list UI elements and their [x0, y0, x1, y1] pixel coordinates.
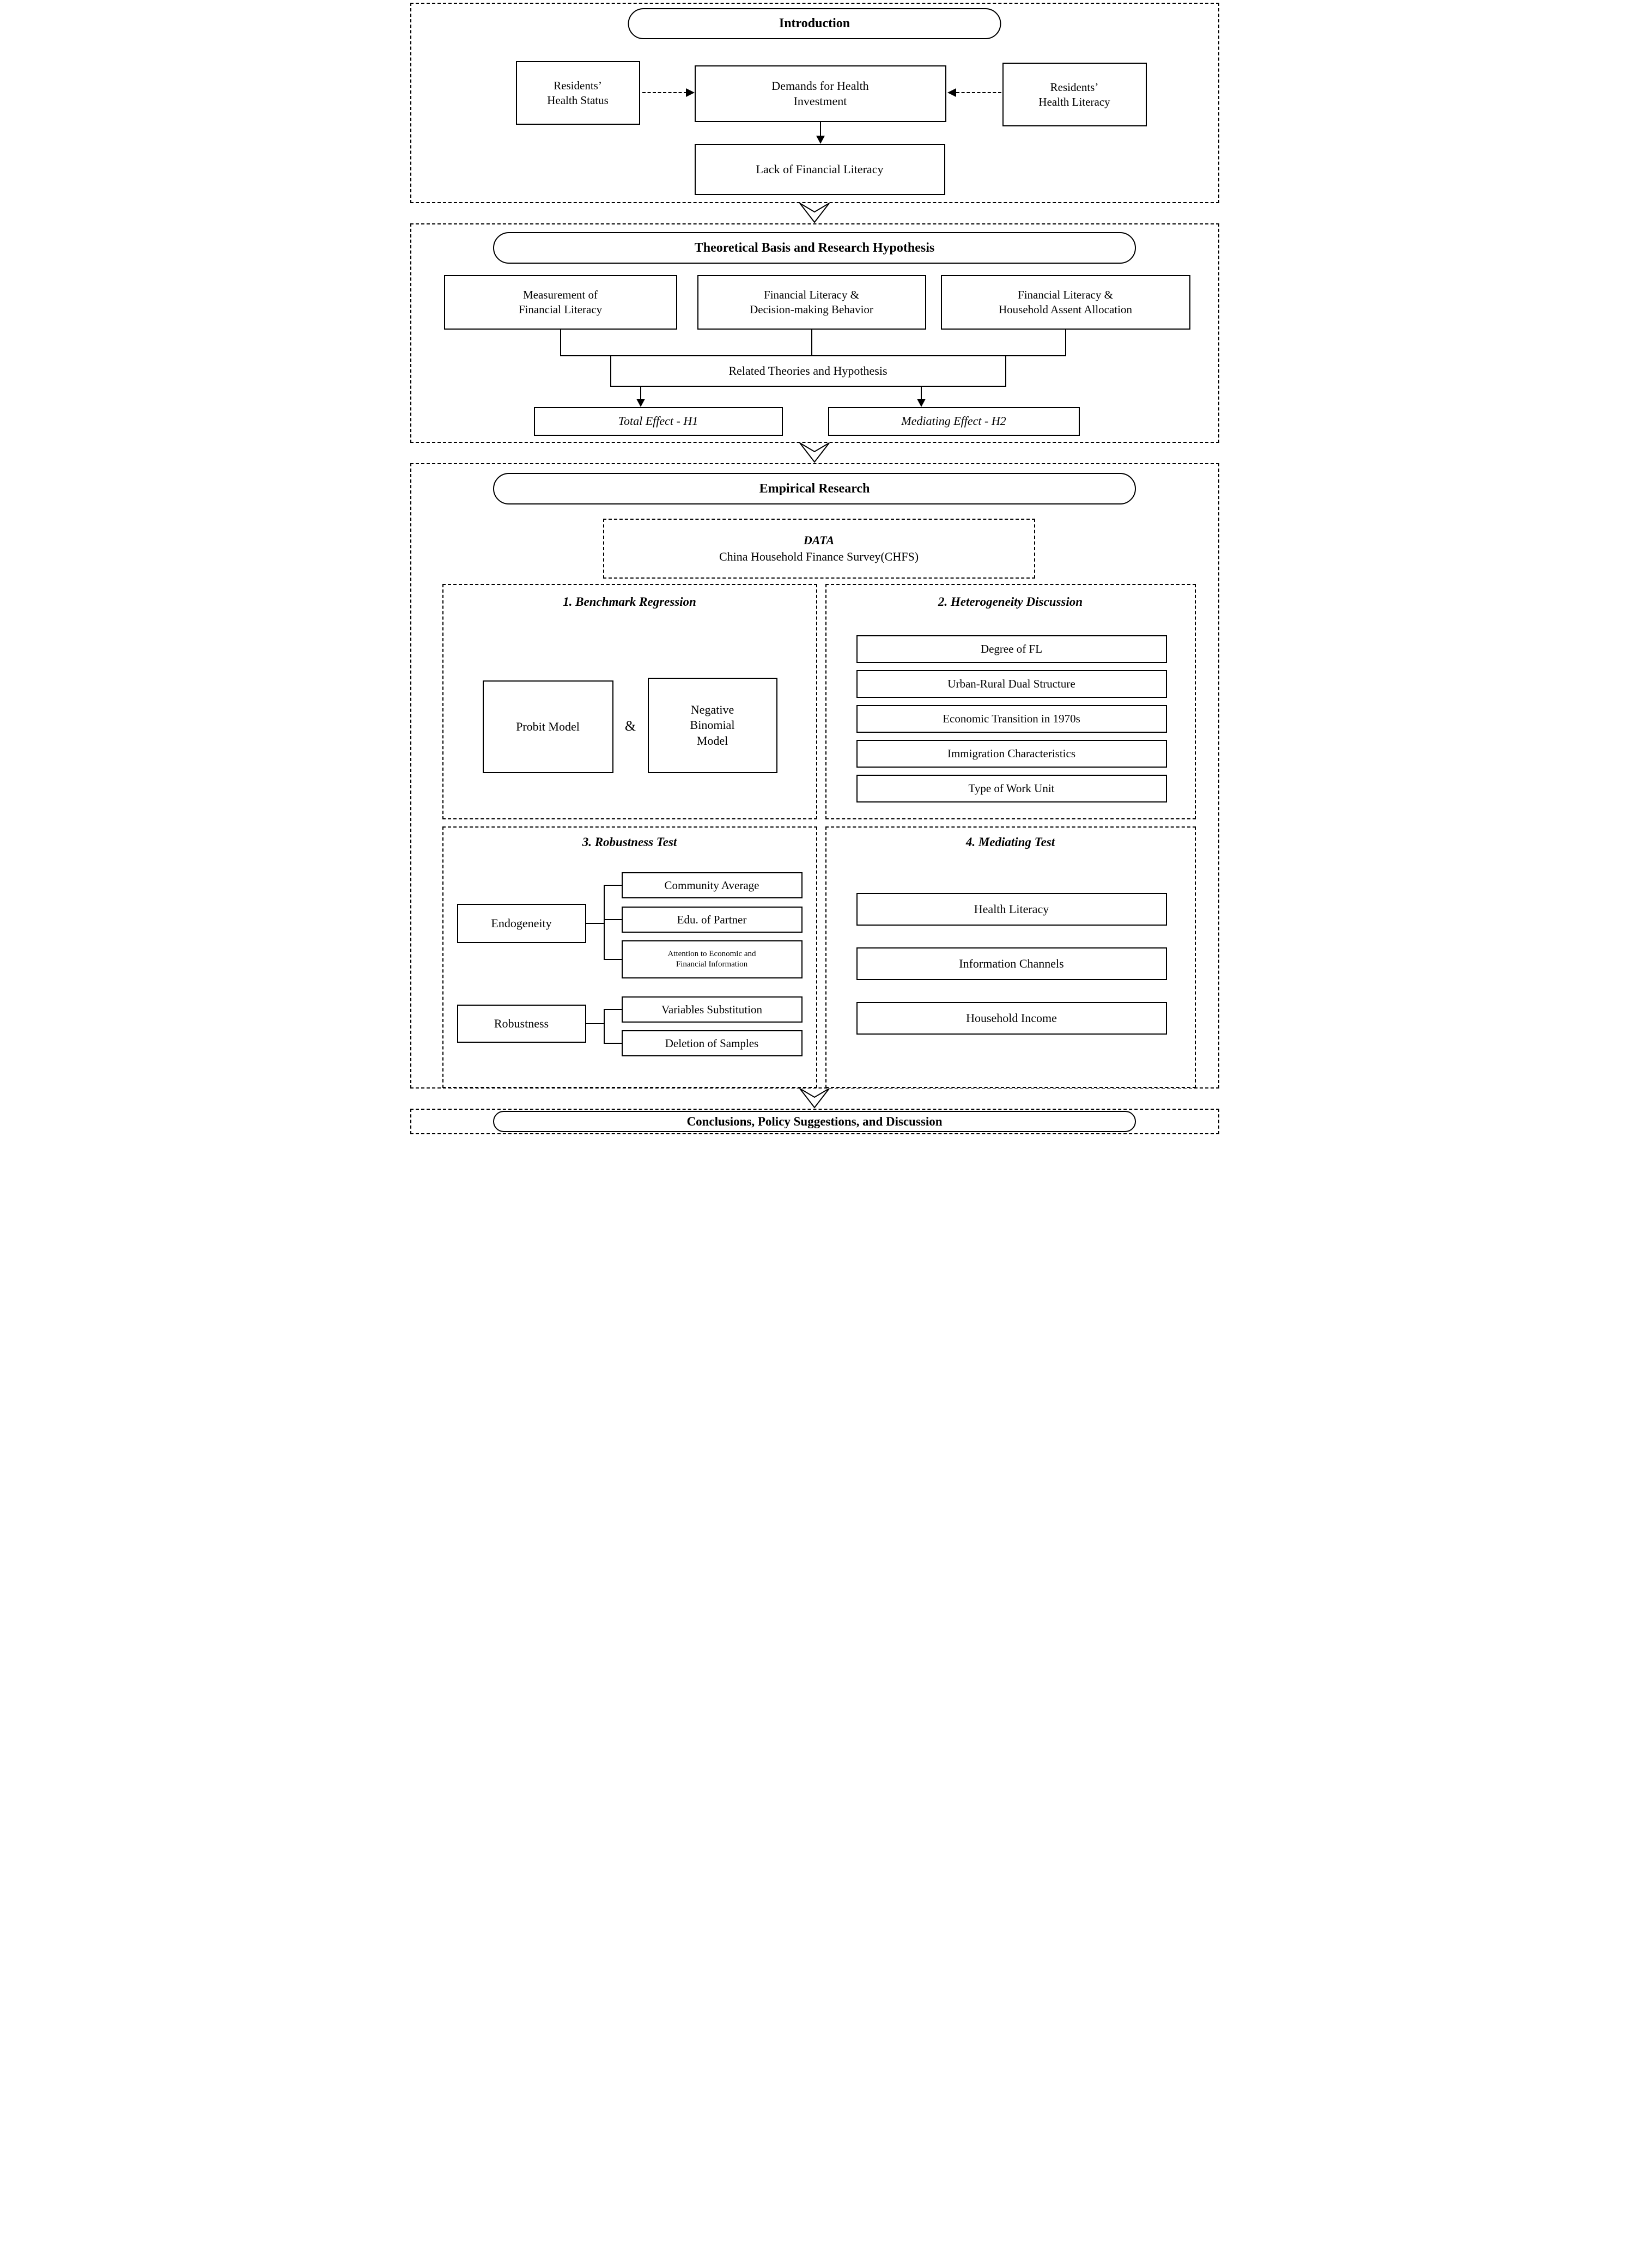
allocation-line2: Household Assent Allocation: [999, 303, 1132, 316]
negbin-line3: Model: [696, 733, 728, 747]
box-type-of-work-unit: [856, 775, 1167, 802]
connector-stub-left: [560, 330, 561, 356]
lack-label: Lack of Financial Literacy: [756, 162, 884, 176]
arrow-line-h1: [640, 387, 641, 400]
health-status-line2: Health Status: [547, 93, 609, 107]
connector-stub-center: [811, 330, 812, 356]
bracket-stub-4: [604, 1009, 622, 1010]
flow-down-arrow-icon: [799, 442, 830, 463]
box-related-theories-hypothesis: [610, 355, 1006, 387]
box-residents-health-status: [516, 61, 640, 125]
demand-line2: Investment: [793, 94, 847, 108]
box-measurement-financial-literacy: [444, 275, 677, 330]
empirical-title: Empirical Research: [759, 481, 870, 496]
box-decision-making-behavior: [697, 275, 926, 330]
introduction-title: Introduction: [779, 16, 850, 31]
health-literacy-line2: Health Literacy: [1038, 95, 1110, 108]
arrowhead-left-icon: [947, 88, 956, 97]
ampersand: &: [624, 718, 636, 734]
health-status-line1: Residents’: [554, 78, 602, 92]
box-mediating-effect-h2: [828, 407, 1080, 436]
connector-stub-right: [1065, 330, 1066, 356]
robustness-test-panel: [442, 826, 817, 1088]
attention-line1: Attention to Economic and: [667, 949, 756, 958]
demand-line1: Demands for Health: [771, 78, 869, 93]
theory-title-pill: [493, 232, 1136, 264]
measurement-line2: Financial Literacy: [518, 303, 603, 316]
box-edu-of-partner: [622, 907, 803, 933]
box-demands-health-investment: [695, 65, 946, 122]
endogeneity-label: Endogeneity: [491, 916, 552, 930]
heterogeneity-item-label: Degree of FL: [980, 642, 1043, 656]
box-negative-binomial-model: [648, 678, 777, 773]
flow-down-arrow-icon: [799, 1088, 830, 1109]
data-source: China Household Finance Survey(CHFS): [719, 550, 919, 563]
robustness-label: Robustness: [494, 1016, 549, 1030]
box-total-effect-h1: [534, 407, 783, 436]
negbin-line2: Binomial: [690, 718, 735, 732]
h1-label: Total Effect - H1: [618, 414, 698, 428]
empirical-section: [410, 463, 1219, 1089]
box-economic-transition-1970s: [856, 705, 1167, 733]
mediating-title: 4. Mediating Test: [965, 835, 1055, 849]
mediating-item-label: Health Literacy: [974, 902, 1049, 916]
mediating-test-panel: [825, 826, 1196, 1088]
bracket-stub-2: [604, 919, 622, 920]
data-box: [603, 519, 1035, 579]
endogeneity-stub: [586, 923, 605, 924]
arrow-line-h2: [921, 387, 922, 400]
box-community-average: [622, 872, 803, 898]
allocation-line1: Financial Literacy &: [1018, 288, 1113, 302]
arrow-line-down: [820, 122, 821, 137]
health-literacy-line1: Residents’: [1050, 80, 1099, 94]
endogeneity-bracket: [604, 885, 605, 960]
box-degree-of-fl: [856, 635, 1167, 663]
box-health-literacy: [856, 893, 1167, 926]
heterogeneity-item-label: Immigration Characteristics: [947, 747, 1075, 761]
benchmark-regression-panel: [442, 584, 817, 819]
community-average-label: Community Average: [664, 878, 759, 892]
heterogeneity-title: 2. Heterogeneity Discussion: [938, 595, 1083, 609]
dashed-arrow-line-right: [956, 92, 1001, 93]
introduction-section: [410, 3, 1219, 203]
bracket-stub-3: [604, 959, 622, 960]
data-label: DATA: [803, 533, 835, 547]
negbin-line1: Negative: [690, 703, 734, 717]
probit-label: Probit Model: [516, 719, 580, 733]
measurement-line1: Measurement of: [522, 288, 598, 302]
box-variables-substitution: [622, 996, 803, 1023]
variables-substitution-label: Variables Substitution: [661, 1002, 762, 1016]
heterogeneity-panel: [825, 584, 1196, 819]
conclusion-title-pill: [493, 1111, 1136, 1132]
edu-partner-label: Edu. of Partner: [677, 913, 747, 926]
conclusion-title: Conclusions, Policy Suggestions, and Discussion: [686, 1114, 943, 1128]
theory-section: [410, 223, 1219, 443]
introduction-title-pill: [628, 8, 1001, 39]
box-probit-model: [483, 680, 613, 773]
related-label: Related Theories and Hypothesis: [728, 363, 888, 378]
box-household-income: [856, 1002, 1167, 1035]
arrowhead-down-icon: [816, 136, 825, 144]
robustness-bracket: [604, 1009, 605, 1044]
dashed-arrow-line-left: [642, 92, 687, 93]
bracket-stub-1: [604, 885, 622, 886]
heterogeneity-item-label: Urban-Rural Dual Structure: [947, 677, 1075, 691]
box-immigration-characteristics: [856, 740, 1167, 768]
attention-line2: Financial Information: [676, 960, 748, 969]
arrowhead-right-icon: [686, 88, 695, 97]
box-information-channels: [856, 947, 1167, 980]
robustness-title: 3. Robustness Test: [582, 835, 677, 849]
decision-line2: Decision-making Behavior: [750, 303, 873, 316]
box-deletion-of-samples: [622, 1030, 803, 1056]
theory-title: Theoretical Basis and Research Hypothesis: [694, 240, 935, 255]
box-urban-rural-dual-structure: [856, 670, 1167, 698]
heterogeneity-item-label: Economic Transition in 1970s: [943, 712, 1080, 726]
bracket-stub-5: [604, 1043, 622, 1044]
flow-down-arrow-icon: [799, 203, 830, 223]
arrowhead-h2-icon: [917, 399, 926, 407]
deletion-samples-label: Deletion of Samples: [665, 1036, 759, 1050]
conclusion-section: [410, 1109, 1219, 1134]
research-flowchart: [408, 0, 1222, 1134]
heterogeneity-item-label: Type of Work Unit: [968, 782, 1055, 795]
mediating-item-label: Household Income: [966, 1011, 1057, 1025]
mediating-item-label: Information Channels: [959, 956, 1064, 970]
box-household-asset-allocation: [941, 275, 1190, 330]
empirical-title-pill: [493, 473, 1136, 504]
decision-line1: Financial Literacy &: [764, 288, 859, 302]
benchmark-title: 1. Benchmark Regression: [563, 595, 696, 609]
box-endogeneity: [457, 904, 586, 943]
box-attention-economic-financial-info: [622, 940, 803, 978]
robustness-stub: [586, 1023, 605, 1024]
box-residents-health-literacy: [1002, 63, 1147, 126]
box-lack-financial-literacy: [695, 144, 945, 195]
h2-label: Mediating Effect - H2: [901, 414, 1006, 428]
arrowhead-h1-icon: [636, 399, 645, 407]
box-robustness: [457, 1005, 586, 1043]
